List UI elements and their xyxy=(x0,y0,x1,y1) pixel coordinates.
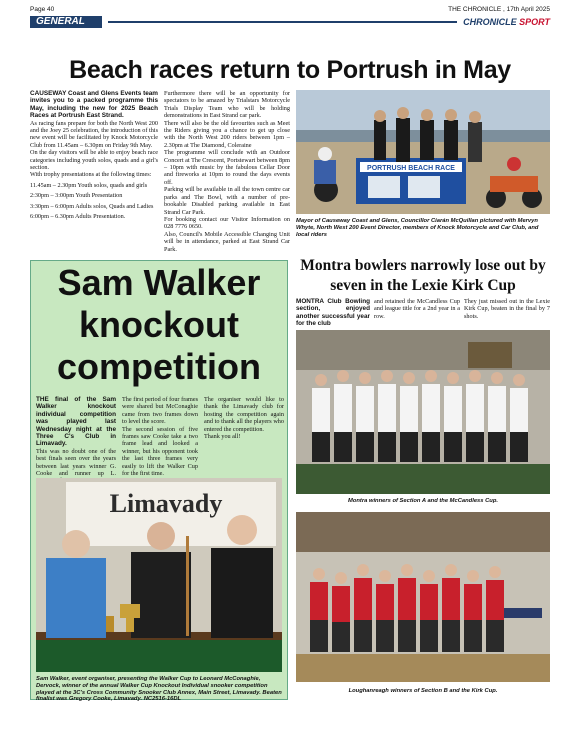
loughanreagh-team-photo xyxy=(296,512,550,682)
beach-banner-text: PORTRUSH BEACH RACE xyxy=(367,165,455,172)
bowls-paragraph: They just missed out in the Lexie Kirk Cup, beaten in the final by 7 shots. xyxy=(464,298,550,320)
beach-photo-caption: Mayor of Causeway Coast and Glens, Councillor Ciarán McQuillan pictured with Mervyn Whyte, North West 200 Event Director, members of Knock Motorcycle and Car Club, and local riders xyxy=(296,218,539,238)
beach-headline: Beach races return to Portrush in May xyxy=(69,56,511,84)
section-label: GENERAL xyxy=(30,16,102,28)
sam-paragraph: The organiser would like to thank the Limavady club for hosting the competition again and to thank all the players who entered the competition. xyxy=(204,396,284,433)
beach-paragraph: The programme will conclude with an Outdoor Concert at The Crescent, Portstewart between 8pm – 10pm with music by the fabulous Cellar Door and fireworks at 10pm to round the days events off. xyxy=(164,149,290,186)
beach-column-1 xyxy=(30,90,158,252)
sam-paragraph: This was no doubt one of the best finals seen over the years between last years winner G. Cooke and runner up L. xyxy=(36,447,116,478)
bowls-column-2 xyxy=(374,298,460,326)
sam-walker-headline: Sam Walker knockout competition xyxy=(57,262,261,387)
publication-date: THE CHRONICLE , 17th April 2025 xyxy=(448,6,550,13)
snooker-photo xyxy=(36,478,282,672)
montra-photo-caption: Montra winners of Section A and the McCandless Cup. xyxy=(348,498,498,504)
schedule-item: 3:30pm – 6:00pm Adults solos, Quads and Ladies xyxy=(30,202,154,210)
schedule-item: 6:00pm – 6.30pm Adults Presentation. xyxy=(30,213,126,221)
beach-paragraph: Also, Council's Mobile Accessible Changing Unit will be in attendance, parked at East Strand Car Park. xyxy=(164,230,290,253)
bowls-lead: MONTRA Club Bowling section, enjoyed another successful year for the club xyxy=(296,298,370,328)
sam-column-1 xyxy=(36,396,116,478)
beach-paragraph: On the day visitors will be able to enjoy beach race categories including youth solos, quads and a girl's section. xyxy=(30,149,158,172)
section-divider xyxy=(108,21,457,23)
sam-paragraph: Thank you all! xyxy=(204,433,241,441)
beach-column-2 xyxy=(164,90,290,254)
beach-paragraph: As racing fans prepare for both the North West 200 and the Joey 25 celebration, the introduction of this new event will be facilitated by Knock Motorcycle Club from 11.45am – 6.30pm on Friday 9th May. xyxy=(30,119,158,149)
brand-logo: CHRONICLE SPORT xyxy=(463,17,550,27)
montra-team-photo xyxy=(296,330,550,494)
sam-paragraph: The first period of four frames were shared but McConaghie came from two frames down to level the score. xyxy=(122,396,198,426)
beach-paragraph: Parking will be available in all the town centre car parks and The Bowl, with a number of pre-bookable Disabled parking available in East Strand Car Park. xyxy=(164,186,290,216)
bowls-column-1 xyxy=(296,298,370,326)
beach-paragraph: With trophy presentations at the following times: xyxy=(30,171,152,179)
bowls-column-3 xyxy=(464,298,550,326)
snooker-photo-caption: Sam Walker, event organiser, presenting the Walker Cup to Leonard McConaghie, Dervock, winner of the annual Walker Cup Knockout Individual snooker competition played at the 3C's Cross Community Snooker Club Annex, Main Street, Limavady. Beaten finalist was Gregory Cooke, Limavady. NC2516-16DL xyxy=(36,676,282,703)
page-number: Page 40 xyxy=(30,6,55,13)
bowls-headline: Montra bowlers narrowly lose out by seven in the Lexie Kirk Cup xyxy=(300,257,546,294)
sam-column-3 xyxy=(204,396,284,474)
beach-lead: CAUSEWAY Coast and Glens Events team invites you to a packed programme this May, including the new for 2025 Beach Races at Portrush East Strand. xyxy=(30,90,158,120)
schedule-item: 2:30pm – 3:00pm Youth Presentation xyxy=(30,192,123,200)
beach-paragraph: There will also be the old favourites such as Meet the Riders giving you a chance to get up close with the North West 200 riders between 1pm – 2.30pm at The Diamond, Coleraine xyxy=(164,119,290,149)
loughanreagh-photo-caption: Loughanreagh winners of Section B and the Kirk Cup. xyxy=(348,688,498,694)
club-sign: Limavady xyxy=(109,489,223,518)
page-header xyxy=(30,6,550,13)
sam-column-2 xyxy=(122,396,198,478)
sam-lead: THE final of the Sam Walker knockout individual competition was played last Wednesday night at the Three C's Club in Limavady. xyxy=(36,396,116,448)
sam-paragraph: The second session of five frames saw Cooke take a two frame lead and looked a winner, but his opponent took the last three frames very easily to lift the Walker Cup for the first time. xyxy=(122,425,198,478)
beach-schedule xyxy=(30,182,158,221)
beach-photo xyxy=(296,90,550,214)
beach-paragraph: Furthermore there will be an opportunity for spectators to be amazed by Trialstars Motorcycle Trials Display Team who will be holding demonstrations in East Strand car park. xyxy=(164,90,290,120)
beach-paragraph: For booking contact our Visitor Information on 028 7776 0650. xyxy=(164,215,290,231)
section-bar xyxy=(30,16,550,28)
schedule-item: 11.45am – 2.30pm Youth solos, quads and girls xyxy=(30,181,148,189)
bowls-paragraph: and retained the McCandless Cup and league title for a 2nd year in a row. xyxy=(374,298,460,320)
